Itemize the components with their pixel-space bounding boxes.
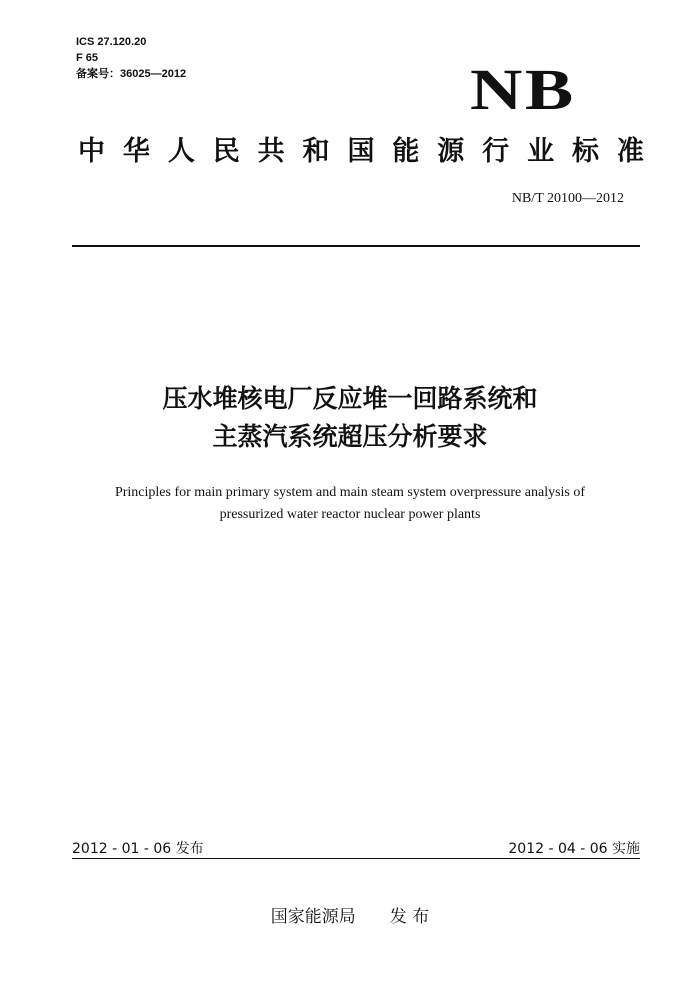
standard-title-char: 源 <box>437 136 465 167</box>
standard-title-char: 和 <box>302 136 330 167</box>
ics-code: ICS 27.120.20 <box>76 36 147 48</box>
document-title-english <box>0 482 700 526</box>
standard-title-char: 华 <box>122 136 150 167</box>
classification-block <box>76 34 186 82</box>
standard-number: NB/T 20100—2012 <box>511 191 624 206</box>
standard-title-char: 民 <box>212 136 240 167</box>
nb-logo: NB <box>470 57 576 122</box>
standard-category-title <box>78 134 644 170</box>
publisher <box>0 902 700 927</box>
publisher-name: 国家能源局 <box>270 907 356 927</box>
title-en-line-1: Principles for main primary system and main steam system overpressure analysis of <box>114 485 586 500</box>
record-number: 备案号：36025—2012 <box>76 68 187 80</box>
publisher-action: 发 布 <box>389 907 430 927</box>
standard-title-char: 准 <box>616 136 644 167</box>
header-divider <box>72 245 640 247</box>
standard-title-char: 业 <box>527 136 555 167</box>
ccs-code: F 65 <box>76 52 99 64</box>
standard-title-char: 人 <box>167 136 195 167</box>
standard-title-char: 行 <box>482 136 510 167</box>
title-en-line-2: pressurized water reactor nuclear power plants <box>219 507 481 522</box>
standard-title-char: 能 <box>392 136 420 167</box>
implementation-date: 2012 - 04 - 06 实施 <box>508 841 640 857</box>
standard-title-char: 共 <box>257 136 285 167</box>
issue-date: 2012 - 01 - 06 发布 <box>72 841 204 857</box>
standard-title-char: 中 <box>78 136 105 167</box>
title-cn-line-2: 主蒸汽系统超压分析要求 <box>212 422 488 451</box>
standard-title-char: 标 <box>571 136 599 167</box>
title-cn-line-1: 压水堆核电厂反应堆一回路系统和 <box>162 384 538 413</box>
footer-divider <box>72 858 640 859</box>
document-title-chinese <box>0 380 700 456</box>
standard-title-char: 国 <box>347 136 375 167</box>
